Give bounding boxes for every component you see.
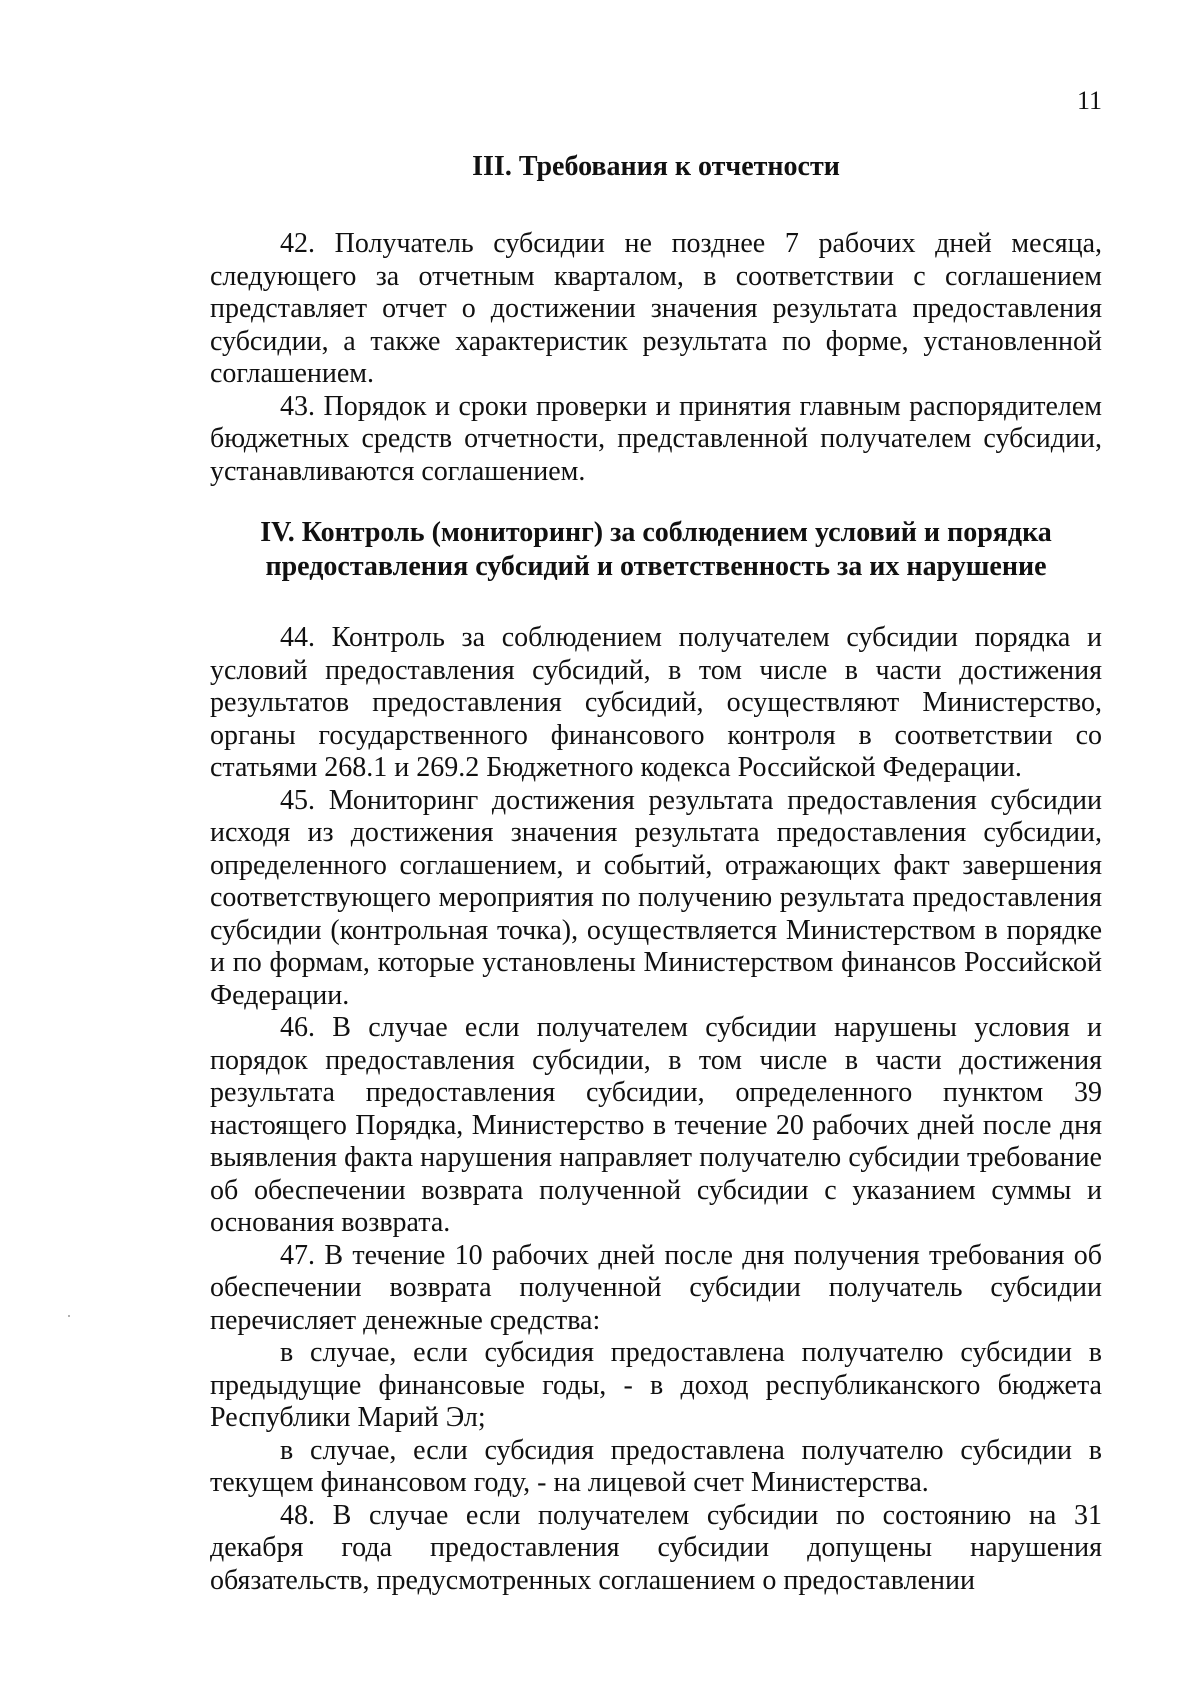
- spacer: [210, 584, 1102, 622]
- section-4-heading-line-1: IV. Контроль (мониторинг) за соблюдением условий и порядка: [260, 517, 1052, 548]
- page-number: 11: [1076, 86, 1102, 115]
- paragraph-45: 45. Мониторинг достижения результата предоставления субсидии исходя из достижения значения результата предоставления субсидии, определенного соглашением, и событий, отражающих факт завершения соответствующего мероприятия по получению результата предоставления субсидии (контрольная точка), осуществляется Министерством в порядке и по формам, которые установлены Министерством финансов Российской Федерации.: [210, 784, 1102, 1011]
- paragraph-43: 43. Порядок и сроки проверки и принятия главным распорядителем бюджетных средств отчетности, представленной получателем субсидии, устанавливаются соглашением.: [210, 390, 1102, 487]
- paragraph-47-case-previous-years: в случае, если субсидия предоставлена получателю субсидии в предыдущие финансовые годы, - в доход республиканского бюджета Республики Марий Эл;: [210, 1337, 1102, 1433]
- section-3-heading-text: III. Требования к отчетности: [472, 151, 840, 182]
- section-4-heading-line-2: предоставления субсидий и ответственность за их нарушение: [265, 551, 1047, 582]
- section-4-heading: [210, 516, 1102, 584]
- paragraph-47: 47. В течение 10 рабочих дней после дня получения требования об обеспечении возврата полученной субсидии получатель субсидии перечисляет денежные средства:: [210, 1239, 1102, 1336]
- paragraph-42: 42. Получатель субсидии не позднее 7 рабочих дней месяца, следующего за отчетным кварталом, в соответствии с соглашением представляет отчет о достижении значения результата предоставления субсидии, а также характеристик результата по форме, установленной соглашением.: [210, 228, 1102, 389]
- paragraph-48: 48. В случае если получателем субсидии по состоянию на 31 декабря года предоставления субсидии допущены нарушения обязательств, предусмотренных соглашением о предоставлении: [210, 1499, 1102, 1596]
- spacer: [210, 184, 1102, 228]
- paragraph-47-case-current-year: в случае, если субсидия предоставлена получателю субсидии в текущем финансовом году, - на лицевой счет Министерства.: [210, 1434, 1102, 1498]
- paragraph-46: 46. В случае если получателем субсидии нарушены условия и порядок предоставления субсидии, в том числе в части достижения результата предоставления субсидии, определенного пунктом 39 настоящего Порядка, Министерство в течение 20 рабочих дней после дня выявления факта нарушения направляет получателю субсидии требование об обеспечении возврата полученной субсидии с указанием суммы и основания возврата.: [210, 1012, 1102, 1238]
- scan-artifact-dot: [68, 1315, 70, 1317]
- section-3-heading: [210, 150, 1102, 184]
- spacer: [210, 488, 1102, 516]
- paragraph-44: 44. Контроль за соблюдением получателем субсидии порядка и условий предоставления субсидий, в том числе в части достижения результатов предоставления субсидий, осуществляют Министерство, органы государственного финансового контроля в соответствии со статьями 268.1 и 269.2 Бюджетного кодекса Российской Федерации.: [210, 622, 1102, 783]
- page-content: [210, 150, 1102, 1597]
